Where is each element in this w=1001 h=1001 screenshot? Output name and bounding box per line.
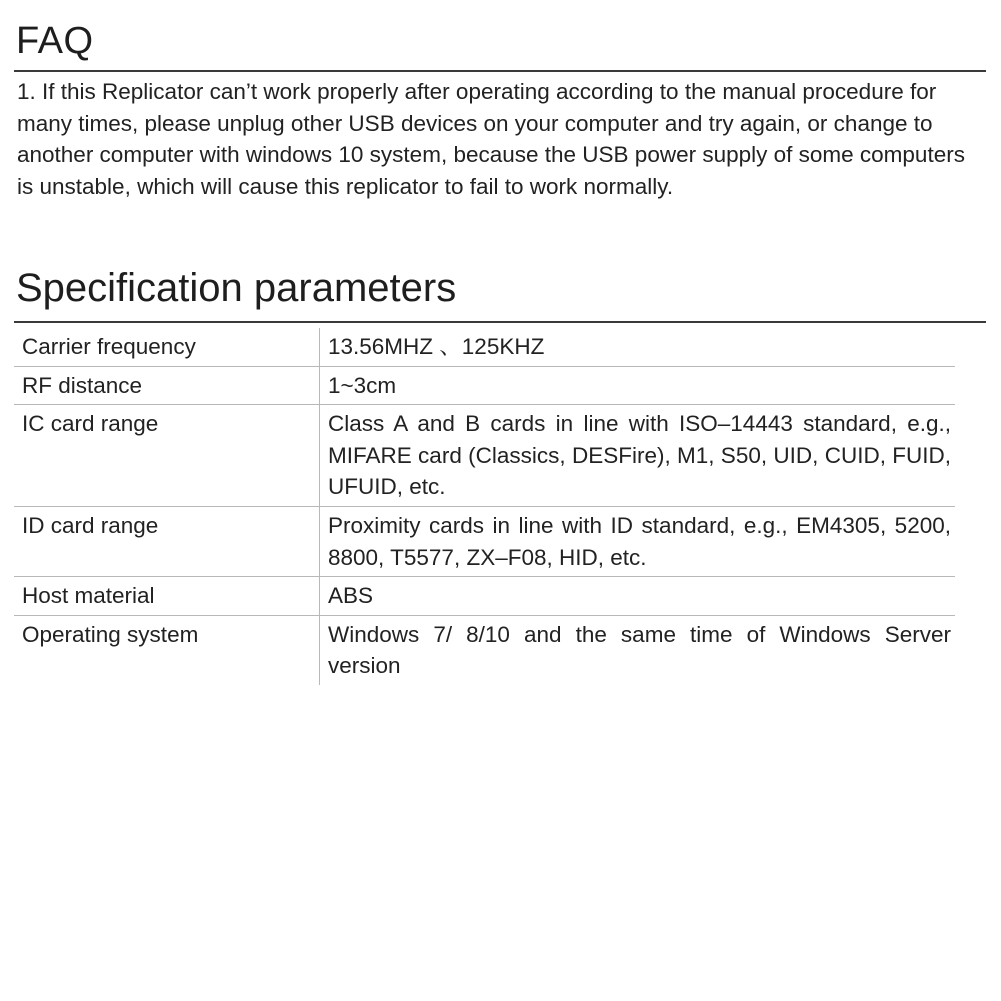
spec-value: ABS — [320, 577, 956, 616]
faq-heading: FAQ — [16, 20, 94, 62]
spec-label: Operating system — [14, 615, 320, 685]
spec-value: Windows 7/ 8/10 and the same time of Windows Server version — [328, 621, 951, 679]
faq-divider — [14, 70, 986, 72]
spec-value: 13.56MHZ 、125KHZ — [320, 328, 956, 366]
spec-row-carrier-frequency — [14, 328, 955, 366]
spec-label: Host material — [14, 577, 320, 616]
spec-divider — [14, 321, 986, 323]
spec-label: Carrier frequency — [14, 328, 320, 366]
spec-label: ID card range — [14, 506, 320, 576]
spec-table — [14, 328, 955, 685]
spec-value: Proximity cards in line with ID standard, e.g., EM4305, 5200, 8800, T5577, ZX–F08, HID, etc. — [320, 506, 956, 576]
spec-row-rf-distance — [14, 366, 955, 405]
spec-heading: Specification parameters — [16, 266, 457, 310]
spec-label: IC card range — [14, 405, 320, 507]
spec-value: 1~3cm — [320, 366, 956, 405]
spec-value: Class A and B cards in line with ISO–14443 standard, e.g., MIFARE card (Classics, DESFire), M1, S50, UID, CUID, FUID, UFUID, etc. — [320, 405, 956, 507]
spec-label: RF distance — [14, 366, 320, 405]
spec-row-host-material — [14, 577, 955, 616]
spec-row-ic-card-range — [14, 405, 955, 507]
spec-row-operating-system — [14, 615, 955, 685]
spec-row-id-card-range — [14, 506, 955, 576]
faq-item-1: 1. If this Replicator can’t work properly after operating according to the manual procedure for many times, please unplug other USB devices on your computer and try again, or change to another computer with windows 10 system, because the USB power supply of some computers is unstable, which will cause this replicator to fail to work normally. — [17, 79, 965, 199]
